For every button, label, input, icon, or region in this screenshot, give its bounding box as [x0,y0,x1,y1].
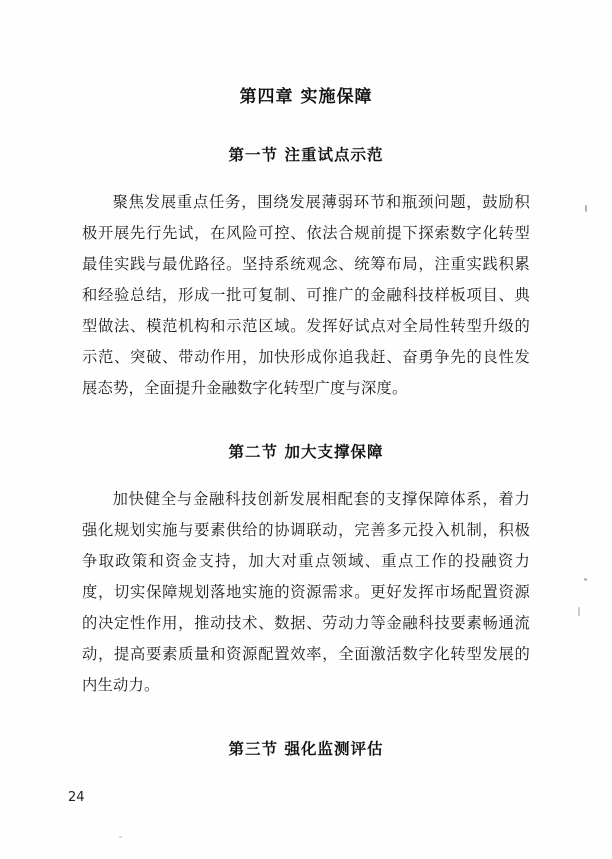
scan-artifact-speck [119,836,122,838]
chapter-title: 第四章 实施保障 [239,87,373,107]
section-heading-3: 第三节 强化监测评估 [228,739,384,758]
section-heading-2: 第二节 加大支撑保障 [228,442,384,461]
scan-artifact-speck [585,205,587,212]
scan-artifact-speck [584,578,587,581]
section-heading-1: 第一节 注重试点示范 [228,145,384,164]
page-content [82,60,530,759]
scan-artifact-speck [578,607,580,616]
page-number: 24 [68,790,85,805]
section-paragraph-2: 加快健全与金融科技创新发展相配套的支撑保障体系，着力强化规划实施与要素供给的协调联动，完善多元投入机制，积极争取政策和资金支持，加大对重点领域、重点工作的投融资力度，切实保障规划落地实施的资源需求。更好发挥市场配置资源的决定性作用，推动技术、数据、劳动力等金融科技要素畅通流动，提高要素质量和资源配置效率，全面激活数字化转型发展的内生动力。 [82,490,530,694]
section-paragraph-1: 聚焦发展重点任务，围绕发展薄弱环节和瓶颈问题，鼓励积极开展先行先试，在风险可控、依法合规前提下探索数字化转型最佳实践与最优路径。坚持系统观念、统筹布局，注重实践积累和经验总结，形成一批可复制、可推广的金融科技样板项目、典型做法、模范机构和示范区域。发挥好试点对全局性转型升级的示范、突破、带动作用，加快形成你追我赶、奋勇争先的良性发展态势，全面提升金融数字化转型广度与深度。 [82,193,530,397]
